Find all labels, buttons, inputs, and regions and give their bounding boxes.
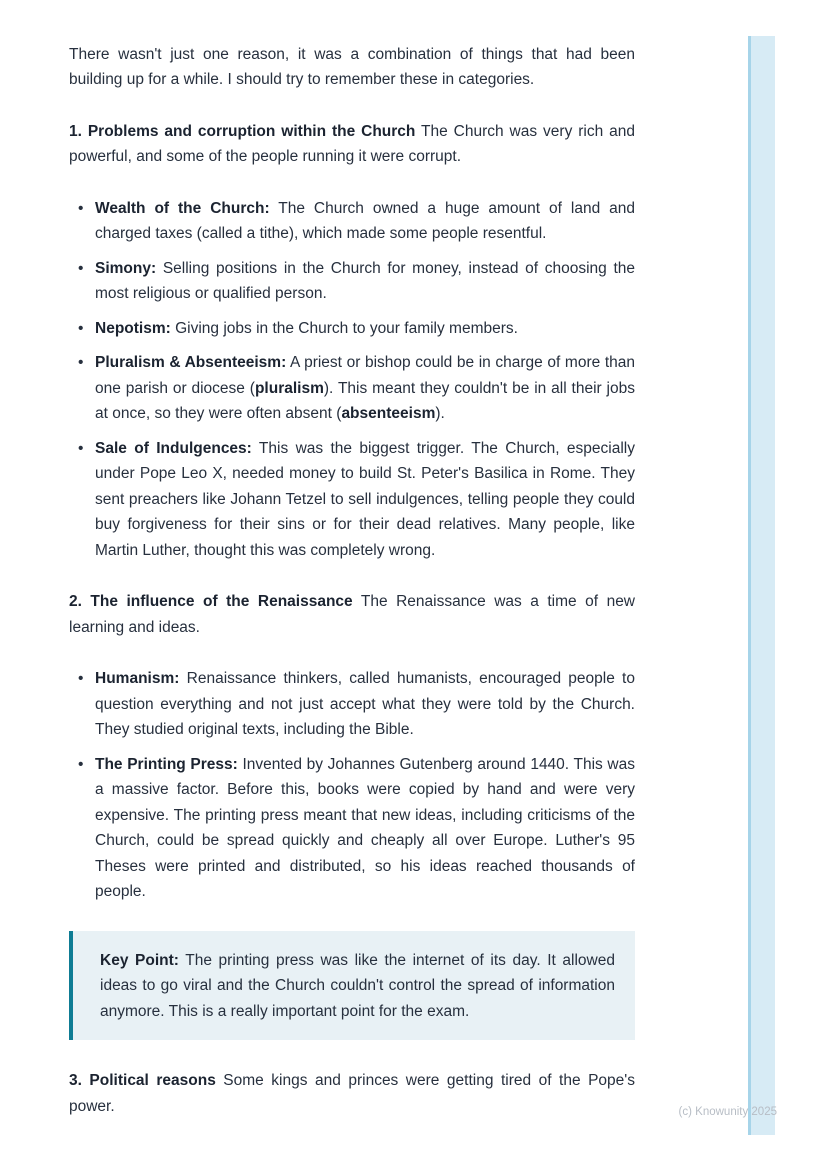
body-text: Renaissance thinkers, called humanists, encouraged people to question everything and not just accept what they were told by the Church. They studied original texts, including the Bible. [95,670,635,739]
body-text: The Church was very rich and powerful, and some of the people running it were corrupt. [69,122,636,166]
body-text: Giving jobs in the Church to your family members. [170,319,518,337]
intro-paragraph [69,42,635,93]
document-content [69,42,635,1119]
body-text: Invented by Johannes Gutenberg around 1440. This was a massive factor. Before this, books were copied by hand and were very expensive. The printing press meant that new ideas, including criticisms of the Church, could be spread quickly and cheaply all over Europe. Luther's 95 Theses were printed and distributed, so his ideas reached thousands of people. [95,755,635,901]
bold-text: The Printing Press: [95,755,238,773]
body-text: Some kings and princes were getting tired of the Pope's power. [69,1072,635,1115]
bold-text: Humanism: [95,670,180,688]
body-text: This was the biggest trigger. The Church, especially under Pope Leo X, needed money to build St. Peter's Basilica in Rome. They sent preachers like Johann Tetzel to sell indulgences, telling people they could buy forgiveness for their sins or for their dead relatives. Many people, like Martin Luther, thought this was completely wrong. [95,439,635,559]
bold-text: 2. The influence of the Renaissance [69,593,353,611]
list-item [69,436,635,563]
bold-text: 3. Political reasons [69,1072,216,1090]
scrollbar-track[interactable] [748,36,775,1135]
bold-text: Nepotism: [95,319,171,337]
body-text: Selling positions in the Church for money, instead of choosing the most religious or qualified person. [95,259,635,303]
bold-text: Sale of Indulgences: [95,439,252,457]
body-text: The Renaissance was a time of new learning and ideas. [69,593,636,636]
watermark-text: (c) Knowunity 2025 [678,1106,777,1118]
section-3-heading-paragraph [69,1068,635,1119]
body-text: ). This meant they couldn't be in all their jobs at once, so they were often absent ( [95,379,635,423]
bold-text: Key Point: [100,951,179,969]
church-problems-list [69,196,635,563]
list-item [69,666,635,742]
bold-text: 1. Problems and corruption within the Church [69,122,416,140]
body-text: The printing press was like the internet of its day. It allowed ideas to go viral and the Church couldn't control the spread of information anymore. This is a really important point for the exam. [100,951,615,1020]
document-page [69,42,635,1145]
body-text: There wasn't just one reason, it was a combination of things that had been building up for a while. I should try to remember these in categories. [69,46,635,89]
renaissance-influence-list [69,666,635,904]
section-2-heading-paragraph [69,589,635,640]
bold-text: Wealth of the Church: [95,199,270,217]
callout-text [100,948,615,1024]
body-text: ). [435,405,445,423]
list-item [69,350,635,426]
key-point-callout [69,931,635,1040]
list-item [69,752,635,905]
bold-text: Simony: [95,259,157,277]
list-item [69,196,635,247]
body-text: A priest or bishop could be in charge of more than one parish or diocese ( [95,354,635,397]
body-text: The Church owned a huge amount of land and charged taxes (called a tithe), which made some people resentful. [95,199,635,243]
section-1-heading-paragraph [69,119,635,170]
list-item [69,316,635,341]
bold-text: pluralism [254,379,324,397]
list-item [69,256,635,307]
bold-text: absenteeism [341,405,436,423]
bold-text: Pluralism & Absenteeism: [95,354,287,372]
